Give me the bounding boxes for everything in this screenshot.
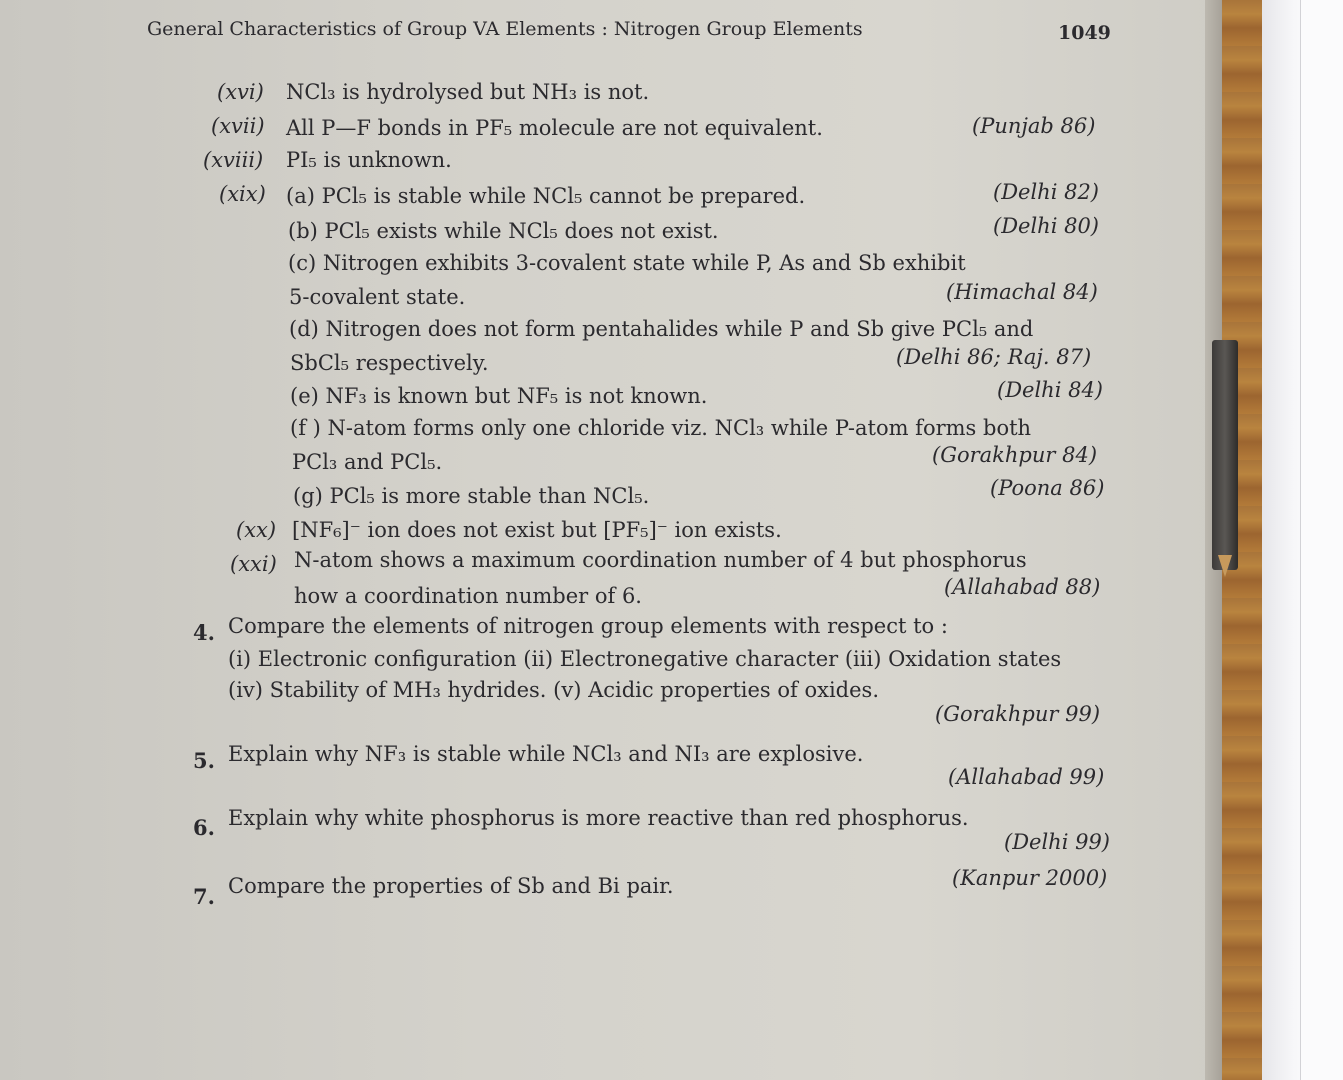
running-header: General Characteristics of Group VA Elements : Nitrogen Group Elements [147, 18, 863, 40]
item-label: (xvi) [217, 80, 264, 104]
item-label: (xix) [219, 182, 266, 206]
item-text: NCl₃ is hydrolysed but NH₃ is not. [286, 80, 650, 104]
question-number: 4. [193, 620, 215, 645]
question-text: Explain why NF₃ is stable while NCl₃ and NI₃ are explosive. [228, 742, 864, 766]
question-number: 7. [193, 884, 215, 909]
question-number: 6. [193, 815, 215, 840]
question-text: Explain why white phosphorus is more reactive than red phosphorus. [228, 806, 969, 830]
exam-source: (Delhi 86; Raj. 87) [896, 345, 1092, 369]
item-text: (f ) N-atom forms only one chloride viz. NCl₃ while P-atom forms both [290, 416, 1032, 440]
exam-source: (Delhi 82) [993, 180, 1100, 204]
item-text: PCl₃ and PCl₅. [292, 450, 443, 474]
item-text: SbCl₅ respectively. [290, 351, 489, 375]
question-text: (iv) Stability of MH₃ hydrides. (v) Acidic properties of oxides. [228, 678, 879, 702]
question-text: (i) Electronic configuration (ii) Electronegative character (iii) Oxidation states [228, 647, 1062, 671]
item-label: (xxi) [230, 552, 277, 576]
exam-source: (Gorakhpur 99) [935, 702, 1101, 726]
question-number: 5. [193, 748, 215, 773]
item-text: All P—F bonds in PF₅ molecule are not equivalent. [286, 116, 823, 140]
question-text: Compare the properties of Sb and Bi pair. [228, 874, 674, 898]
exam-source: (Delhi 84) [997, 378, 1104, 402]
exam-source: (Delhi 80) [993, 214, 1100, 238]
item-text: PI₅ is unknown. [286, 148, 452, 172]
item-text: (g) PCl₅ is more stable than NCl₅. [293, 484, 650, 508]
item-label: (xviii) [203, 148, 264, 172]
item-text: N-atom shows a maximum coordination number of 4 but phosphorus [294, 548, 1027, 572]
exam-source: (Punjab 86) [972, 114, 1096, 138]
exam-source: (Kanpur 2000) [952, 866, 1108, 890]
item-text: [NF₆]⁻ ion does not exist but [PF₅]⁻ ion exists. [292, 518, 782, 542]
item-text: (e) NF₃ is known but NF₅ is not known. [290, 384, 708, 408]
adjacent-page-sheet [1300, 0, 1343, 1080]
item-text: (d) Nitrogen does not form pentahalides while P and Sb give PCl₅ and [289, 317, 1034, 341]
item-label: (xx) [236, 518, 277, 542]
pencil [1212, 340, 1238, 570]
item-text: 5-covalent state. [289, 285, 466, 309]
item-label: (xvii) [211, 114, 265, 138]
question-text: Compare the elements of nitrogen group elements with respect to : [228, 614, 948, 638]
item-text: (b) PCl₅ exists while NCl₅ does not exist. [288, 219, 719, 243]
item-text: (c) Nitrogen exhibits 3-covalent state while P, As and Sb exhibit [288, 251, 966, 275]
exam-source: (Himachal 84) [946, 280, 1098, 304]
exam-source: (Allahabad 99) [948, 765, 1105, 789]
item-text: how a coordination number of 6. [294, 584, 642, 608]
exam-source: (Gorakhpur 84) [932, 443, 1098, 467]
page-number: 1049 [1058, 22, 1111, 44]
exam-source: (Delhi 99) [1004, 830, 1111, 854]
item-text: (a) PCl₅ is stable while NCl₅ cannot be prepared. [286, 184, 806, 208]
exam-source: (Allahabad 88) [944, 575, 1101, 599]
exam-source: (Poona 86) [990, 476, 1105, 500]
